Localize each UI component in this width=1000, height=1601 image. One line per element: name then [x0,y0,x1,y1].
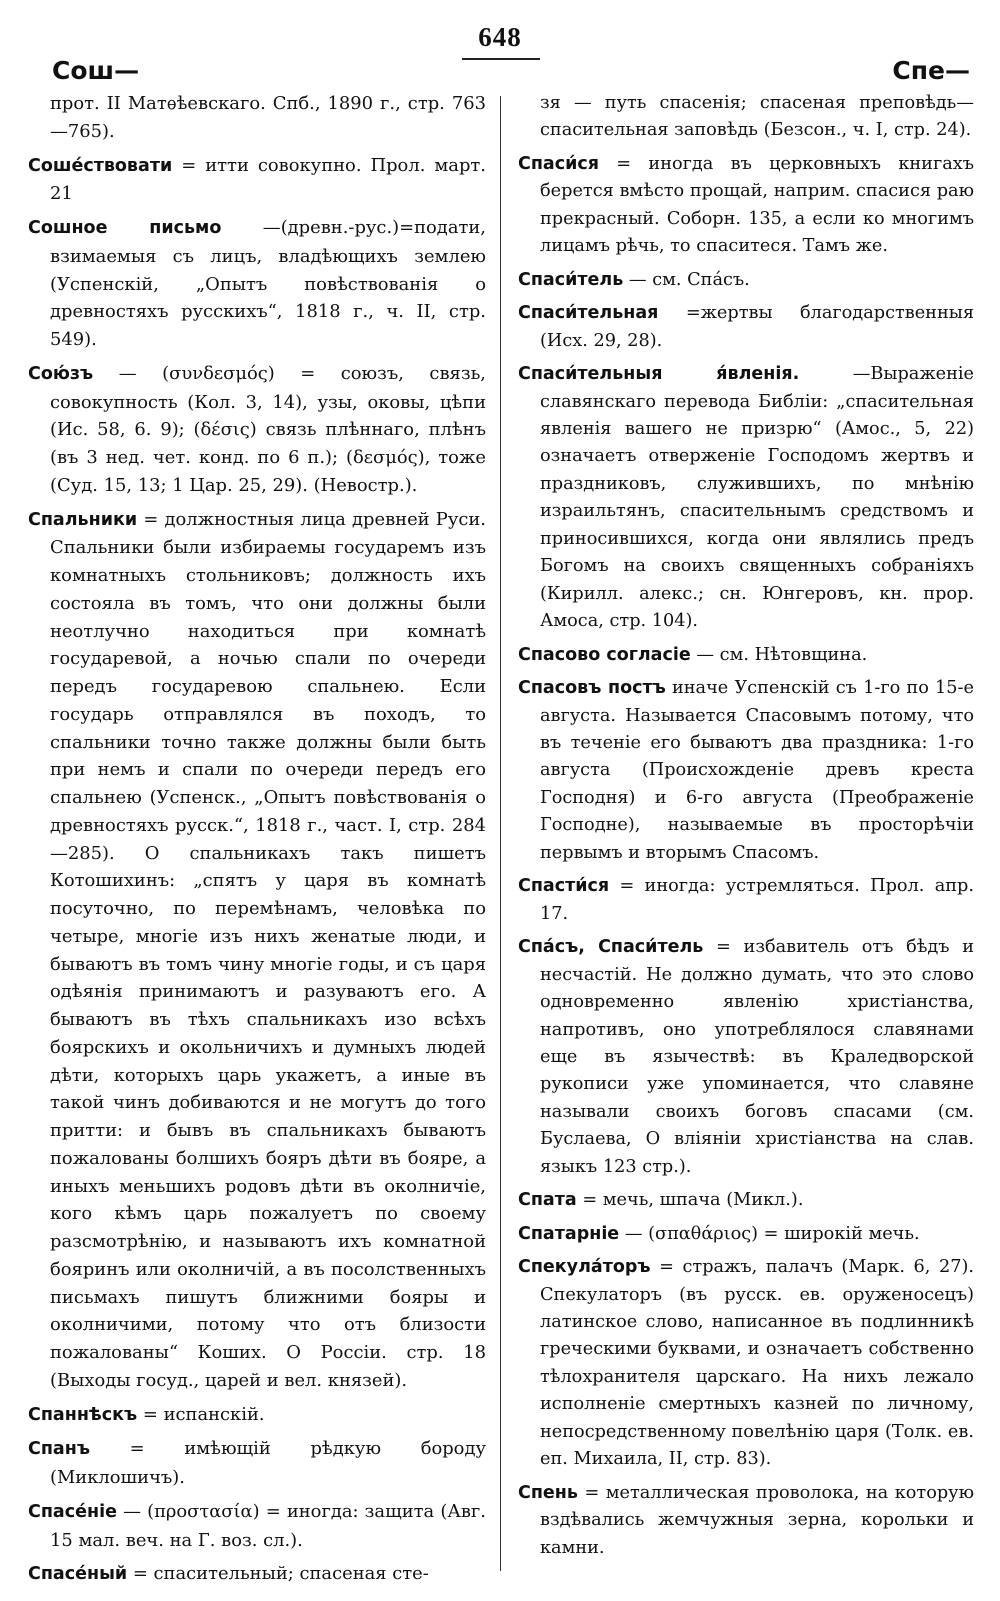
dictionary-entry: Спальники = должностныя лица древней Руси. Спальники были избираемы государемъ изъ комнатныхъ стольниковъ; должность ихъ состояла въ томъ, что они должны были неотлучно находиться при комнатѣ государевой, а ночью спали по очереди передъ государевою спальнею. Если государь отправлялся въ походъ, то спальники точно также должны были быть при немъ и спали по очереди передъ его спальнею (Успенск., „Опытъ повѣствованія о древностяхъ русск.“, 1818 г., част. I, стр. 284—285). О спальникахъ такъ пишетъ Котошихинъ: „спятъ у царя въ комнатѣ посуточно, по перемѣнамъ, человѣка по четыре, многіе изъ нихъ женатые люди, и бываютъ въ томъ чину многіе годы, и съ царя одѣянія принимаютъ и разуваютъ его. А бываютъ въ тѣхъ спальникахъ изо всѣхъ боярскихъ и окольничихъ и думныхъ людей дѣти, которыхъ царь укажетъ, а иные въ такой чинъ добиваются и не могутъ до того притти: и бывъ въ спальникахъ бываютъ пожалованы болшихъ бояръ дѣти въ бояре, а иныхъ меньшихъ родовъ дѣти въ околничіе, кого кѣмъ царь пожалуетъ по своему разсмотрѣнію, и называютъ ихъ комнатной бояринъ или околничій, а въ посолственныхъ письмахъ пишутъ ближними бояры и околничими, потому что отъ близости пожалованы“ Коших. О Россіи. стр. 18 (Выходы госуд., царей и вел. князей). [28,508,486,1391]
dictionary-entry: прот. II Матѳѣевскаго. Спб., 1890 г., стр. 763—765). [50,93,486,142]
entry-headword: Спасово согласіе [518,644,691,665]
entry-headword: Спаси́тельныя я́вленія. [518,364,800,385]
entry-headword: Сошéствовати [28,155,173,176]
page-number-rule [462,58,540,62]
dictionary-entry: Спаси́тельная =жертвы благодарственныя (Исх. 29, 28). [518,303,974,351]
entry-headword: Спасовъ постъ [518,678,666,699]
dictionary-entry: зя — путь спасенія; спасеная преповѣдь—спасительная заповѣдь (Безсон., ч. I, стр. 24). [540,93,974,141]
dictionary-entry: Спекула́торъ = стражъ, палачъ (Марк. 6, 27). Спекулаторъ (въ русск. ев. оруженосецъ) латинское слово, написанное въ подлинникѣ греческими буквами, и означаетъ собственно тѣлохранителя царскаго. На нихъ лежало исполненіе смертныхъ казней по личному, непосредственному повелѣнію царя (Толк. ев. еп. Михаила, II, стр. 83). [518,1257,974,1470]
dictionary-entry: Сошное письмо —(древн.-рус.)=подати, взимаемыя съ лицъ, владѣющихъ землею (Успенскій, „Опытъ повѣствованія о древностяхъ русскихъ“, 1818 г., ч. II, стр. 549). [28,217,486,350]
dictionary-entry: Спаннѣскъ = испанскій. [28,1403,265,1425]
entry-headword: Спень [518,1482,578,1503]
entry-headword: Сою́зъ [28,363,94,384]
page-header [0,0,1000,85]
entry-headword: Спата [518,1190,577,1211]
dictionary-entry: Спаси́тельныя я́вленія. —Выраженіе славянскаго перевода Библіи: „спасительная явленія вашего не призрю“ (Амос., 5, 22) означаетъ отверженіе Господомъ жертвъ и праздниковъ, служившихъ, по мнѣнію израильтянъ, спасительнымъ средствомъ и приносившихся, когда они являлись предъ Богомъ на своихъ священныхъ собраніяхъ (Кирилл. алекс.; сн. Юнгеровъ, кн. прор. Амоса, стр. 104). [518,364,974,632]
entry-headword: Спаси́ся [518,153,599,174]
entry-headword: Спекула́торъ [518,1257,651,1278]
dictionary-entry: Спасéный = спасительный; спасеная сте- [28,1563,429,1585]
running-head-right: Спе— [892,56,970,85]
entry-headword: Спаннѣскъ [28,1404,138,1425]
right-column [518,90,974,1568]
dictionary-entry: Спата = мечь, шпача (Микл.). [518,1190,804,1211]
dictionary-entry: Спасéніе — (προστασία) = иногда: защита (Авг. 15 мал. веч. на Г. воз. сл.). [28,1500,486,1551]
dictionary-entry: Спень = металлическая проволока, на которую вздѣвались жемчужныя зерна, корольки и камни. [518,1482,974,1558]
dictionary-entry: Спаси́ся = иногда въ церковныхъ книгахъ берется вмѣсто прощай, наприм. спасися раю прекрасный. Соборн. 135, а если ко многимъ лицамъ рѣчь, то спаситеся. Тамъ же. [518,153,975,257]
running-head-left: Сош— [52,56,140,85]
dictionary-entry: Спа́съ, Спаси́тель = избавитель отъ бѣдъ и несчастій. Не должно думать, что это слово одновременно явленію христіанства, напротивъ, оно употреблялося славянами еще въ язычествѣ: въ Краледворской рукописи уже упоминается, что славяне называли своихъ боговъ спасами (см. Буслаева, О вліяніи христіанства на слав. языкъ 123 стр.). [518,937,974,1177]
entry-headword: Спанъ [28,1439,90,1460]
entry-headword: Спаси́тель [518,269,624,290]
entry-headword: Спасéніе [28,1501,117,1522]
entry-headword: Спальники [28,509,138,530]
entry-headword: Спаси́тельная [518,303,659,324]
dictionary-entry: Спасовъ постъ иначе Успенскій съ 1-го по 15-е августа. Называется Спасовымъ потому, что въ теченіе его бываютъ два праздника: 1-го августа (Происхожденіе древъ креста Господня) и 6-го августа (Преображеніе Господне), называемые въ просторѣчіи первымъ и вторымъ Спасомъ. [518,678,974,863]
dictionary-entry: Спасти́ся = иногда: устремляться. Прол. апр. 17. [518,876,974,924]
dictionary-entry: Спатарніе — (σπαθάριος) = широкій мечь. [518,1223,920,1244]
dictionary-entry: Спасово согласіе — см. Нѣтовщина. [518,644,868,665]
dictionary-entry: Сою́зъ — (συνδεσμός) = союзъ, связь, совокупность (Кол. 3, 14), узы, оковы, цѣпи (Ис. 58, 6. 9); (δέσις) связь плѣннаго, плѣнъ (въ 3 нед. чет. конд. по 6 п.); (δεσμός), тоже (Суд. 15, 13; 1 Цар. 25, 29). (Невостр.). [28,362,486,496]
page-number: 648 [478,22,522,52]
entry-headword: Спасти́ся [518,876,610,897]
entry-headword: Спатарніе [518,1223,620,1244]
dictionary-entry: Спанъ = имѣющій рѣдкую бороду (Миклошичъ). [28,1438,486,1488]
column-divider [500,96,501,1571]
entry-headword: Сошное письмо [28,218,222,238]
dictionary-entry: Спаси́тель — см. Спа́съ. [518,269,750,290]
dictionary-entry: Сошéствовати = итти совокупно. Прол. март. 21 [28,154,486,205]
entry-headword: Спа́съ, Спаси́тель [518,937,704,958]
left-column [28,90,486,1595]
entry-headword: Спасéный [28,1564,128,1585]
